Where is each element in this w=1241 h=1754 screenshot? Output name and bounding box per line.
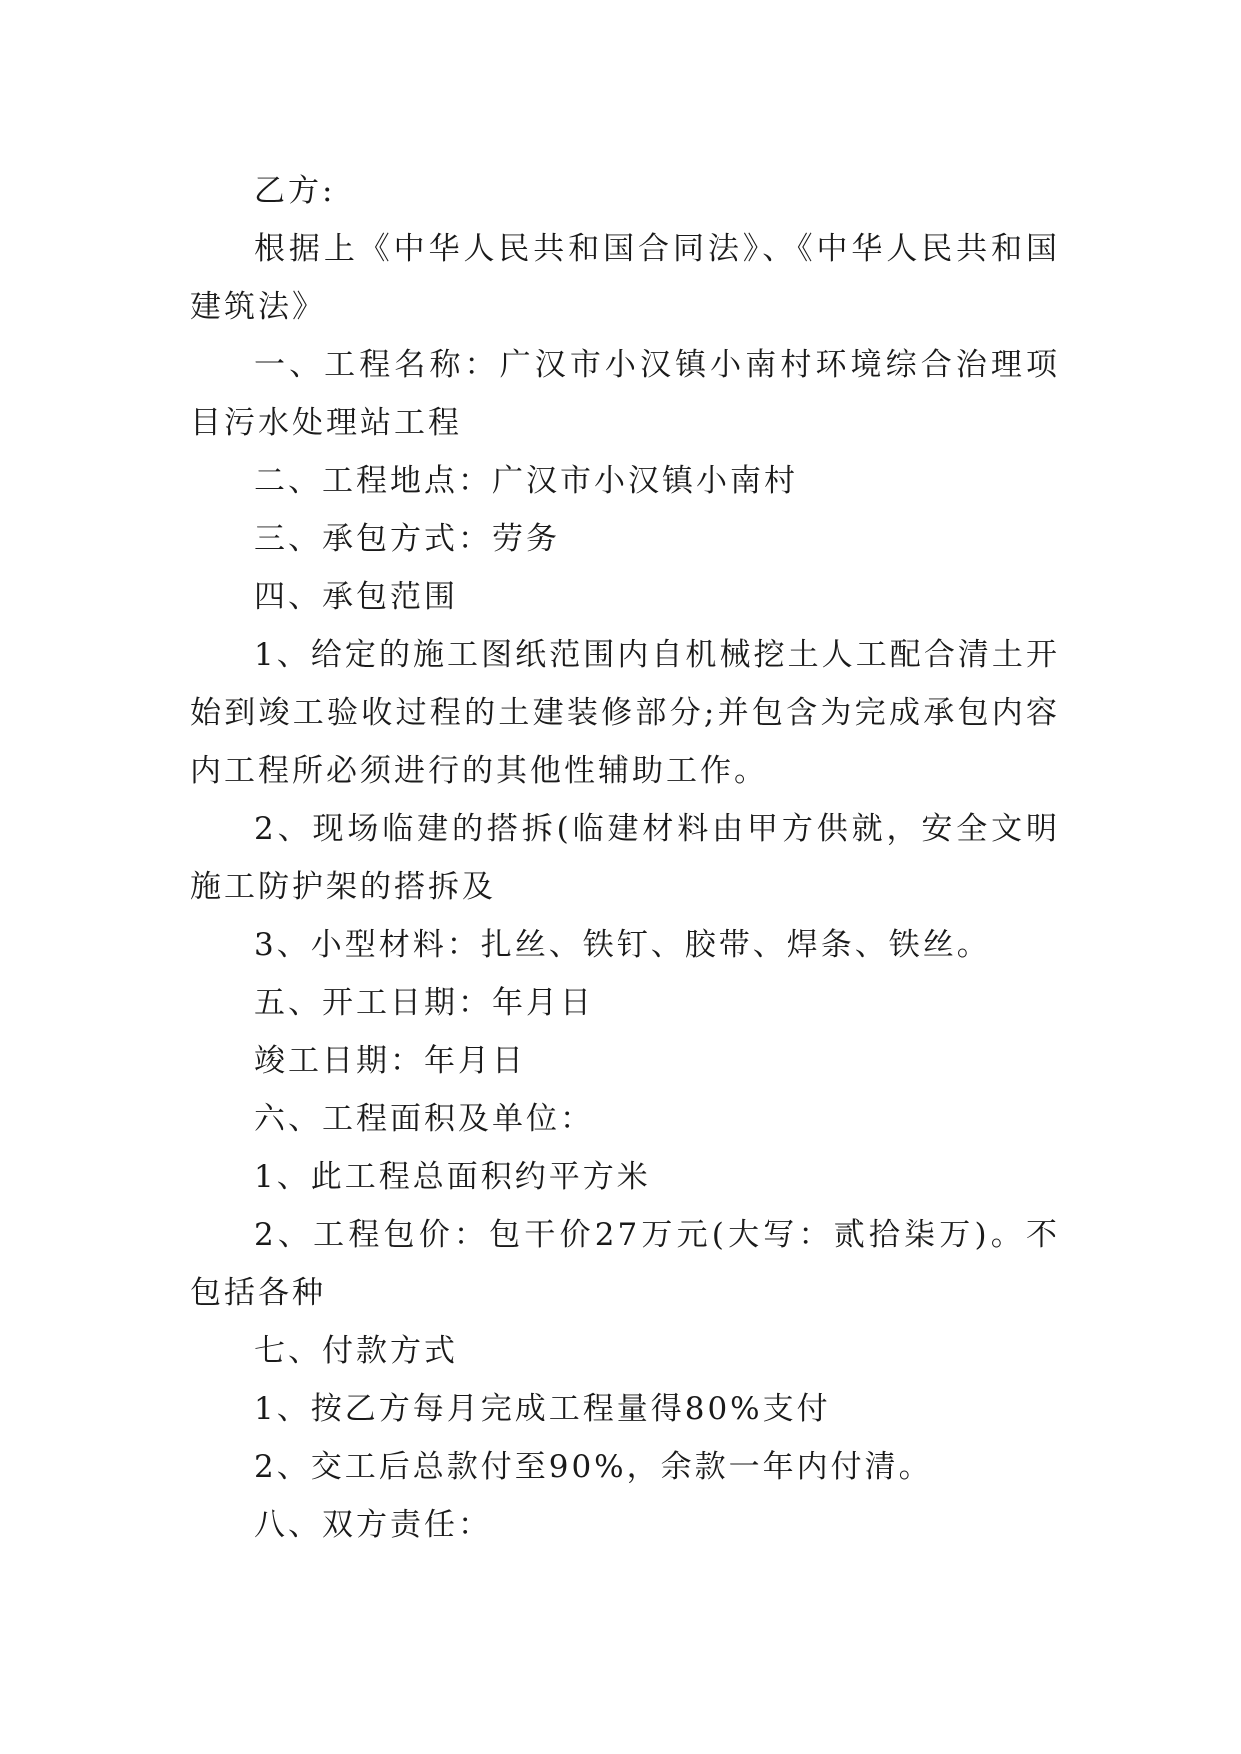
- area-item-2: 2、工程包价：包干价27万元(大写：贰拾柒万)。不包括各种: [190, 1217, 1060, 1311]
- payment-item-2: 2、交工后总款付至90%，余款一年内付清。: [254, 1449, 933, 1485]
- document-body: [190, 162, 1060, 1554]
- start-date-paragraph: 五、开工日期：年月日: [254, 985, 594, 1021]
- responsibilities-heading: 八、双方责任：: [254, 1507, 492, 1543]
- payment-item-1: 1、按乙方每月完成工程量得80%支付: [254, 1391, 831, 1427]
- legal-basis-paragraph: 根据上《中华人民共和国合同法》、《中华人民共和国建筑法》: [190, 231, 1060, 325]
- contract-method-paragraph: 三、承包方式：劳务: [254, 521, 560, 557]
- scope-item-2: 2、现场临建的搭拆(临建材料由甲方供就，安全文明施工防护架的搭拆及: [190, 811, 1060, 905]
- payment-heading: 七、付款方式: [254, 1333, 458, 1369]
- party-b-line: 乙方:: [254, 173, 336, 209]
- scope-item-1: 1、给定的施工图纸范围内自机械挖土人工配合清土开始到竣工验收过程的土建装修部分;并包含为完成承包内容内工程所必须进行的其他性辅助工作。: [190, 637, 1060, 789]
- scope-item-3: 3、小型材料：扎丝、铁钉、胶带、焊条、铁丝。: [254, 927, 991, 963]
- area-item-1: 1、此工程总面积约平方米: [254, 1159, 651, 1195]
- project-location-paragraph: 二、工程地点：广汉市小汉镇小南村: [254, 463, 798, 499]
- area-heading: 六、工程面积及单位：: [254, 1101, 594, 1137]
- completion-date-paragraph: 竣工日期：年月日: [254, 1043, 526, 1079]
- project-name-paragraph: 一、工程名称：广汉市小汉镇小南村环境综合治理项目污水处理站工程: [190, 347, 1060, 441]
- contract-scope-heading: 四、承包范围: [254, 579, 458, 615]
